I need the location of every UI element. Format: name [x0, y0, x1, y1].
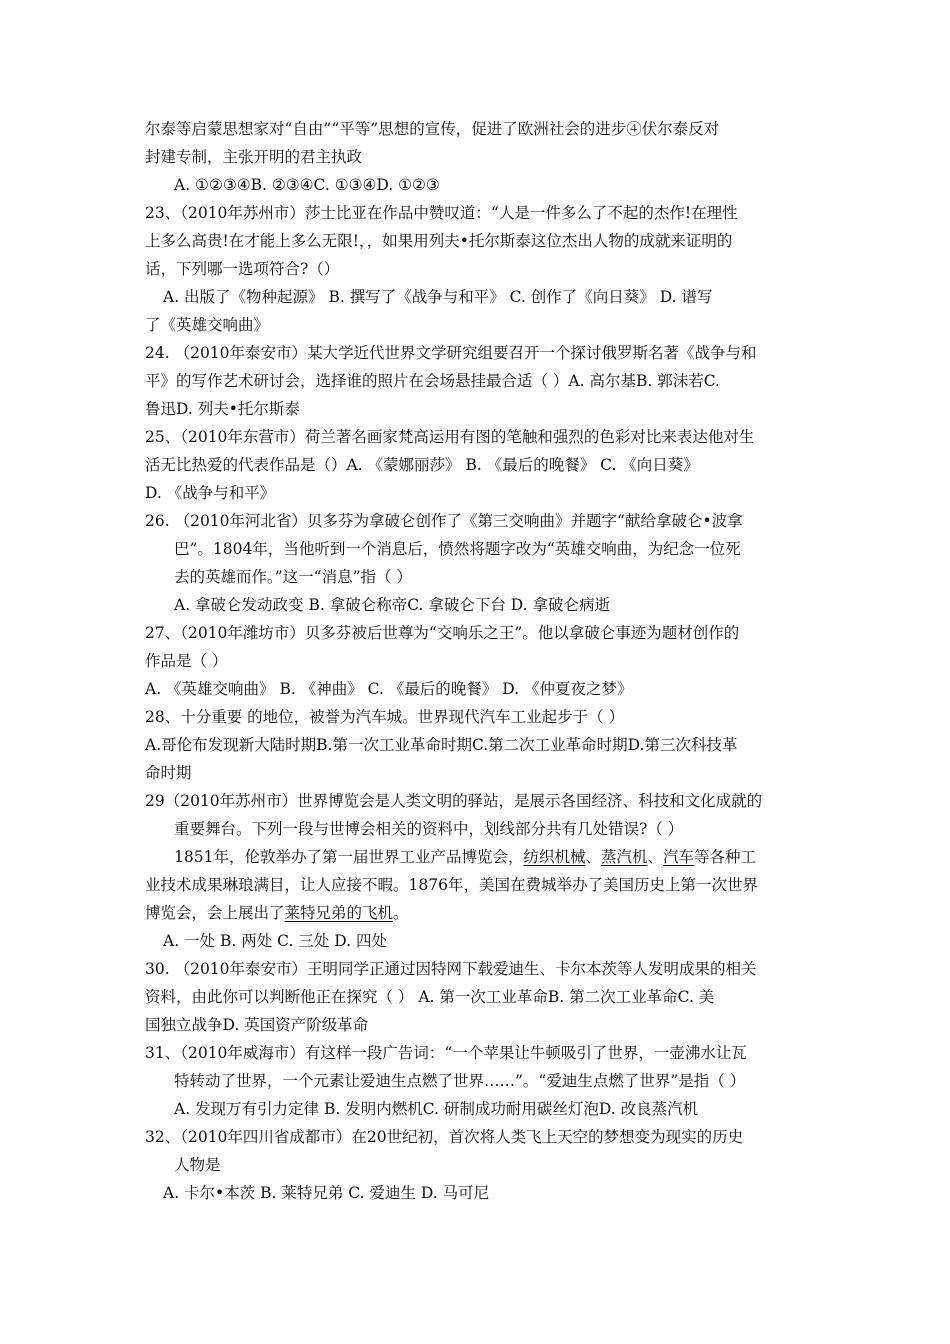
answer-options: A. 发现万有引力定律 B. 发明内燃机C. 研制成功耐用碳丝灯泡D. 改良蒸汽机: [174, 1100, 699, 1118]
text-line: 国独立战争D. 英国资产阶级革命: [145, 1016, 369, 1034]
passage-line: [145, 902, 409, 924]
passage-text: 等各种工: [694, 848, 757, 866]
text-line: D. 《战争与和平》: [145, 484, 276, 502]
answer-options: A. 卡尔•本茨 B. 莱特兄弟 C. 爱迪生 D. 马可尼: [163, 1184, 490, 1202]
text-line: 去的英雄而作。”这一“消息”指（ ）: [174, 568, 412, 586]
answer-options: A.哥伦布发现新大陆时期B.第一次工业革命时期C.第二次工业革命时期D.第三次科技革: [145, 736, 738, 754]
answer-options: A. ①②③④B. ②③④C. ①③④D. ①②③: [174, 176, 440, 194]
passage-line: 业技术成果琳琅满目，让人应接不暇。1876年，美国在费城举办了美国历史上第一次世界: [145, 876, 758, 894]
passage-text: 。: [393, 904, 409, 922]
question-26: 26. （2010年河北省）贝多芬为拿破仑创作了《第三交响曲》并题字“献给拿破仑•波拿: [145, 512, 743, 530]
text-line: 平》的写作艺术研讨会，选择谁的照片在会场悬挂最合适（ ）A. 高尔基B. 郭沫若C.: [145, 372, 720, 390]
text-line: 封建专制，主张开明的君主执政: [145, 148, 363, 166]
text-line: 话，下列哪一选项符合?（）: [145, 260, 340, 278]
question-27: 27、（2010年潍坊市）贝多芬被后世尊为“交响乐之王”。他以拿破仑事迹为题材创作的: [145, 624, 740, 642]
question-25: 25、（2010年东营市）荷兰著名画家梵高运用有图的笔触和强烈的色彩对比来表达他对生: [145, 428, 755, 446]
passage-line: [174, 846, 756, 868]
answer-options: A. 拿破仑发动政变 B. 拿破仑称帝C. 拿破仑下台 D. 拿破仑病逝: [174, 596, 611, 614]
underlined-text: 汽车: [663, 848, 695, 866]
question-23: 23、（2010年苏州市）莎士比亚在作品中赞叹道：“人是一件多么了不起的杰作!在理性: [145, 204, 738, 222]
passage-text: 、: [647, 848, 664, 866]
text-line: 尔泰等启蒙思想家对“自由”“平等”思想的宣传，促进了欧洲社会的进步④伏尔泰反对: [145, 120, 720, 138]
underlined-text: 蒸汽机: [600, 848, 648, 866]
text-line: 命时期: [145, 764, 192, 782]
passage-text: 1851年，伦敦举办了第一届世界工业产品博览会，: [174, 848, 524, 866]
text-line: 巴”。1804年，当他听到一个消息后，愤然将题字改为“英雄交响曲，为纪念一位死: [174, 540, 741, 558]
text-line: 重要舞台。下列一段与世博会相关的资料中，划线部分共有几处错误?（ ）: [174, 820, 684, 838]
answer-options: A. 出版了《物种起源》 B. 撰写了《战争与和平》 C. 创作了《向日葵》 D. 谱写: [163, 288, 713, 306]
question-31: 31、（2010年威海市）有这样一段广告词：“一个苹果让牛顿吸引了世界，一壶沸水让瓦: [145, 1044, 747, 1062]
underlined-text: 纺织机械: [523, 848, 586, 866]
text-line: 资料，由此你可以判断他正在探究（ ） A. 第一次工业革命B. 第二次工业革命C. 美: [145, 988, 715, 1006]
text-line: 了《英雄交响曲》: [145, 316, 270, 334]
underlined-text: 莱特兄弟的飞机: [284, 904, 394, 922]
text-line: 上多么高贵!在才能上多么无限!，，如果用列夫•托尔斯泰这位杰出人物的成就来证明的: [145, 232, 733, 250]
text-line: 人物是: [174, 1156, 221, 1174]
text-line: 活无比热爱的代表作品是（）A. 《蒙娜丽莎》 B. 《最后的晚餐》 C. 《向日葵》: [145, 456, 699, 474]
text-line: 作品是（ ）: [145, 652, 228, 670]
text-line: 鲁迅D. 列夫•托尔斯泰: [145, 400, 300, 418]
question-29: 29（2010年苏州市）世界博览会是人类文明的驿站，是展示各国经济、科技和文化成就的: [145, 792, 763, 810]
text-line: 特转动了世界，一个元素让爱迪生点燃了世界……”。“爱迪生点燃了世界”是指（ ）: [174, 1072, 746, 1090]
question-28: 28、十分重要 的地位，被誉为汽车城。世界现代汽车工业起步于（ ）: [145, 708, 625, 726]
question-24: 24. （2010年泰安市）某大学近代世界文学研究组要召开一个探讨俄罗斯名著《战争与和: [145, 344, 757, 362]
answer-options: A. 《英雄交响曲》 B. 《神曲》 C. 《最后的晚餐》 D. 《仲夏夜之梦》: [145, 680, 633, 698]
passage-text: 、: [585, 848, 601, 866]
answer-options: A. 一处 B. 两处 C. 三处 D. 四处: [163, 932, 387, 950]
passage-text: 博览会，会上展出了: [145, 904, 285, 922]
question-32: 32、（2010年四川省成都市）在20世纪初，首次将人类飞上天空的梦想变为现实的历史: [145, 1128, 744, 1146]
question-30: 30. （2010年泰安市）王明同学正通过因特网下载爱迪生、卡尔本茨等人发明成果的相关: [145, 960, 757, 978]
